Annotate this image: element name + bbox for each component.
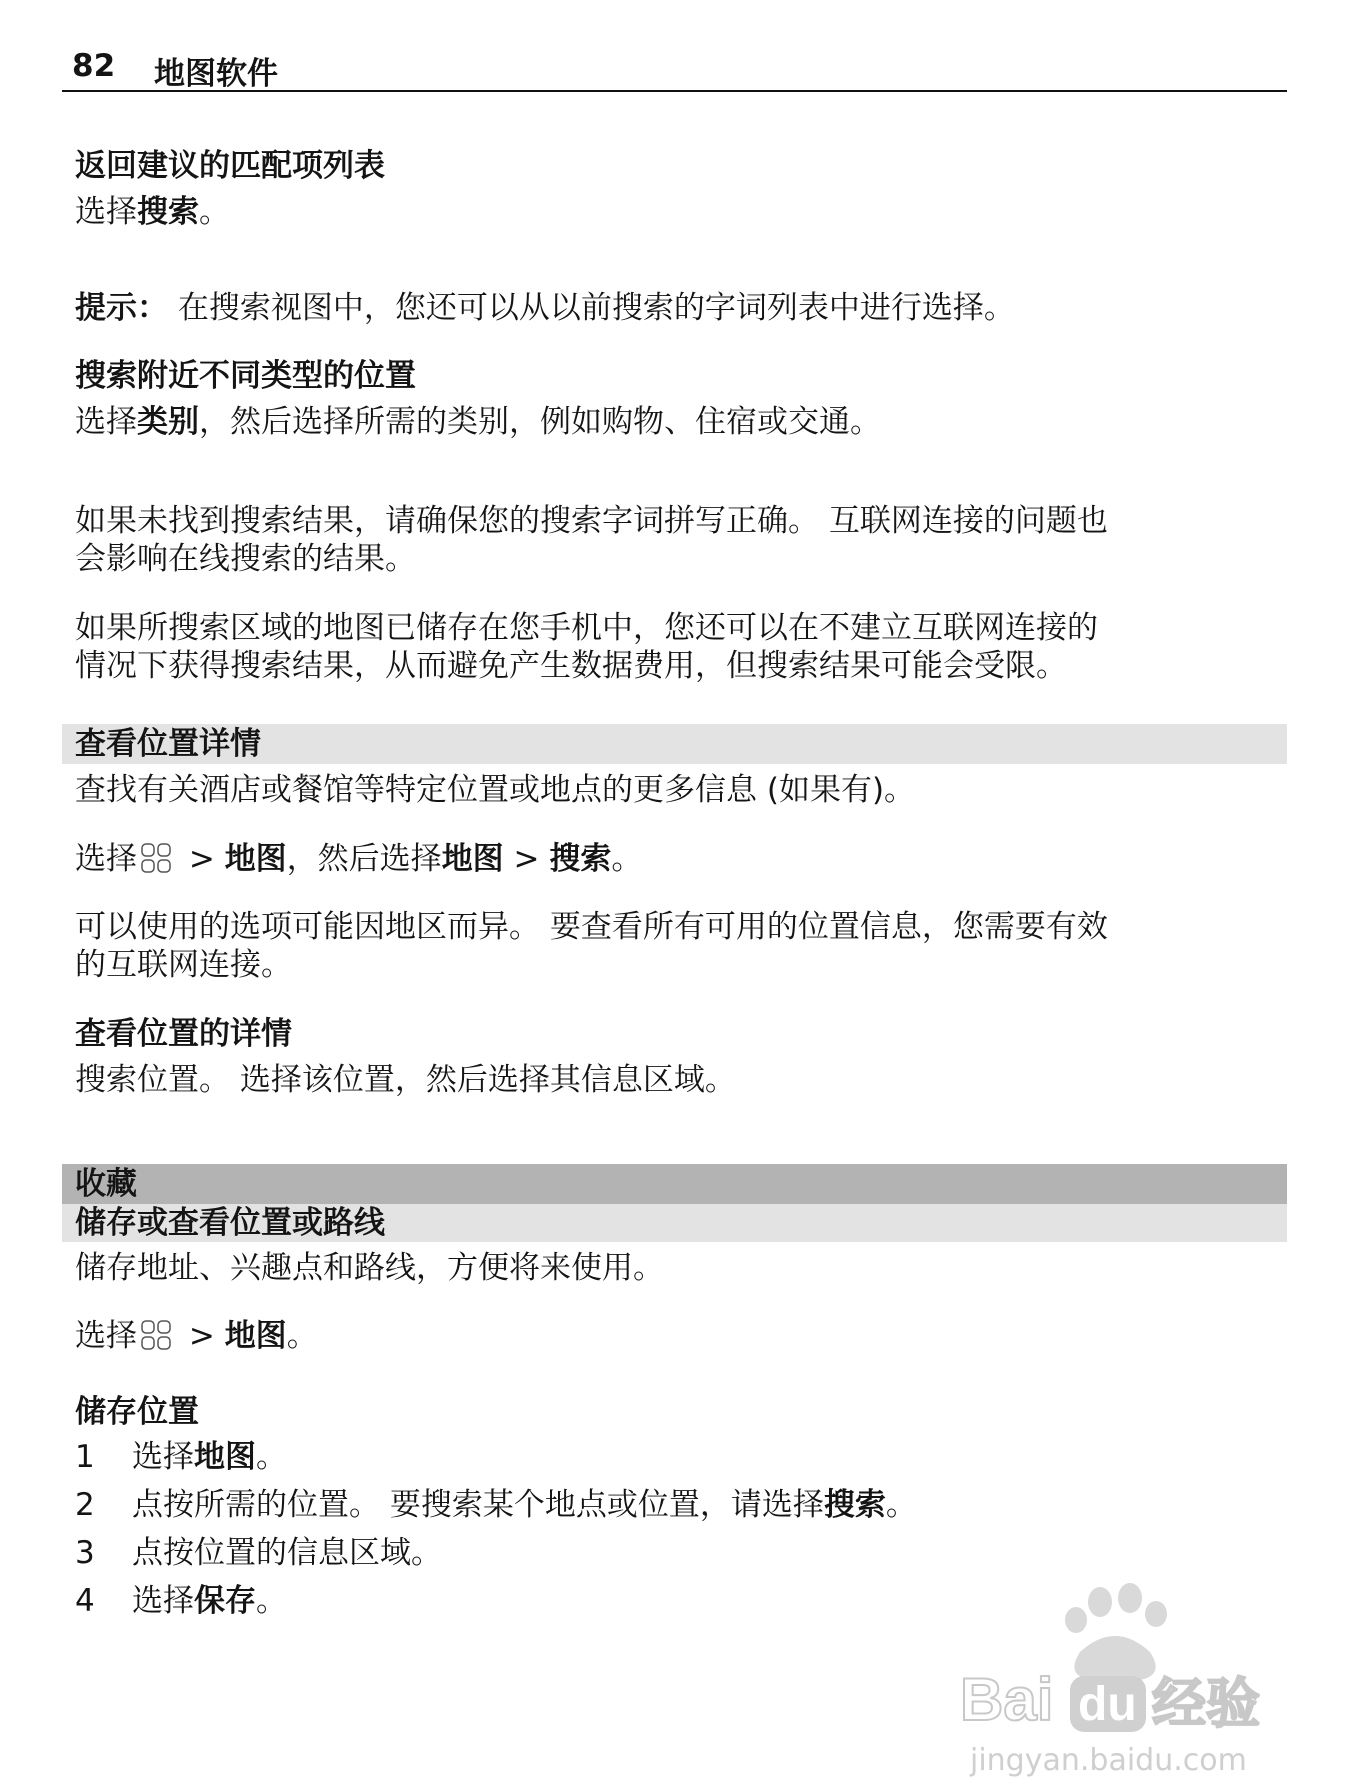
paragraph-no-results-line1: 如果未找到搜索结果，请确保您的搜索字词拼写正确。 互联网连接的问题也 [75,503,1108,539]
section-band-save-view [62,1204,1287,1242]
paw-icon [1065,1583,1167,1680]
paragraph-select-category: 选择类别，然后选择所需的类别，例如购物、住宿或交通。 [75,404,881,440]
page-header [62,46,1287,92]
step-text: 点按位置的信息区域。 [132,1535,442,1571]
watermark-brand-left: Bai [960,1666,1054,1733]
paragraph-options-line1: 可以使用的选项可能因地区而异。 要查看所有可用的位置信息，您需要有效 [75,909,1108,945]
heading-view-location-details: 查看位置的详情 [75,1016,292,1052]
chapter-title: 地图软件 [154,56,278,92]
paragraph-favorites-nav: 选择 > 地图。 [75,1318,318,1354]
paragraph-options-line2: 的互联网连接。 [75,947,292,983]
step-number: 3 [75,1535,95,1571]
section-band-favorites [62,1164,1287,1204]
ui-term-search-2: 搜索 [549,841,612,877]
ui-term-maps-2: 地图 [441,841,504,877]
step-text: 选择保存。 [132,1583,287,1619]
heading-save-location: 储存位置 [75,1394,199,1430]
heading-nearby-categories: 搜索附近不同类型的位置 [75,358,416,394]
watermark-brand-right: 经验 [1152,1672,1260,1735]
tip [75,290,1015,326]
menu-grid-icon [139,1318,173,1352]
page-number: 82 [72,48,116,84]
menu-grid-icon [139,841,173,875]
paragraph-offline-line1: 如果所搜索区域的地图已储存在您手机中，您还可以在不建立互联网连接的 [75,610,1098,646]
heading-return-suggestions: 返回建议的匹配项列表 [75,148,385,184]
paragraph-details-intro: 查找有关酒店或餐馆等特定位置或地点的更多信息 (如果有)。 [75,772,916,808]
step-text: 选择地图。 [132,1439,287,1475]
ui-term-category: 类别 [137,404,199,440]
section-title-favorites: 收藏 [75,1166,137,1202]
section-title-view-details: 查看位置详情 [75,726,261,762]
watermark-brand-mid: du [1078,1678,1137,1731]
paragraph-no-results-line2: 会影响在线搜索的结果。 [75,541,416,577]
step-text: 点按所需的位置。 要搜索某个地点或位置，请选择搜索。 [132,1487,917,1523]
tip-text: 在搜索视图中，您还可以从以前搜索的字词列表中进行选择。 [168,290,1015,326]
step-number: 2 [75,1487,95,1523]
section-band-view-details [62,724,1287,764]
watermark-url: jingyan.baidu.com [970,1743,1247,1778]
paragraph-details-nav: 选择 > 地图，然后选择地图 > 搜索。 [75,841,643,877]
ui-term-maps-3: 地图 [224,1318,287,1354]
paragraph-select-search: 选择搜索。 [75,194,230,230]
tip-label: 提示： [75,290,168,326]
ui-term-search: 搜索 [137,194,199,230]
ui-term-maps: 地图 [224,841,287,877]
paragraph-favorites-intro: 储存地址、兴趣点和路线，方便将来使用。 [75,1250,664,1286]
section-title-save-view: 储存或查看位置或路线 [75,1205,385,1241]
step-number: 4 [75,1583,95,1619]
paragraph-location-details: 搜索位置。 选择该位置，然后选择其信息区域。 [75,1062,736,1098]
baidu-watermark [960,1580,1290,1780]
step-number: 1 [75,1439,95,1475]
paragraph-offline-line2: 情况下获得搜索结果，从而避免产生数据费用，但搜索结果可能会受限。 [75,648,1067,684]
